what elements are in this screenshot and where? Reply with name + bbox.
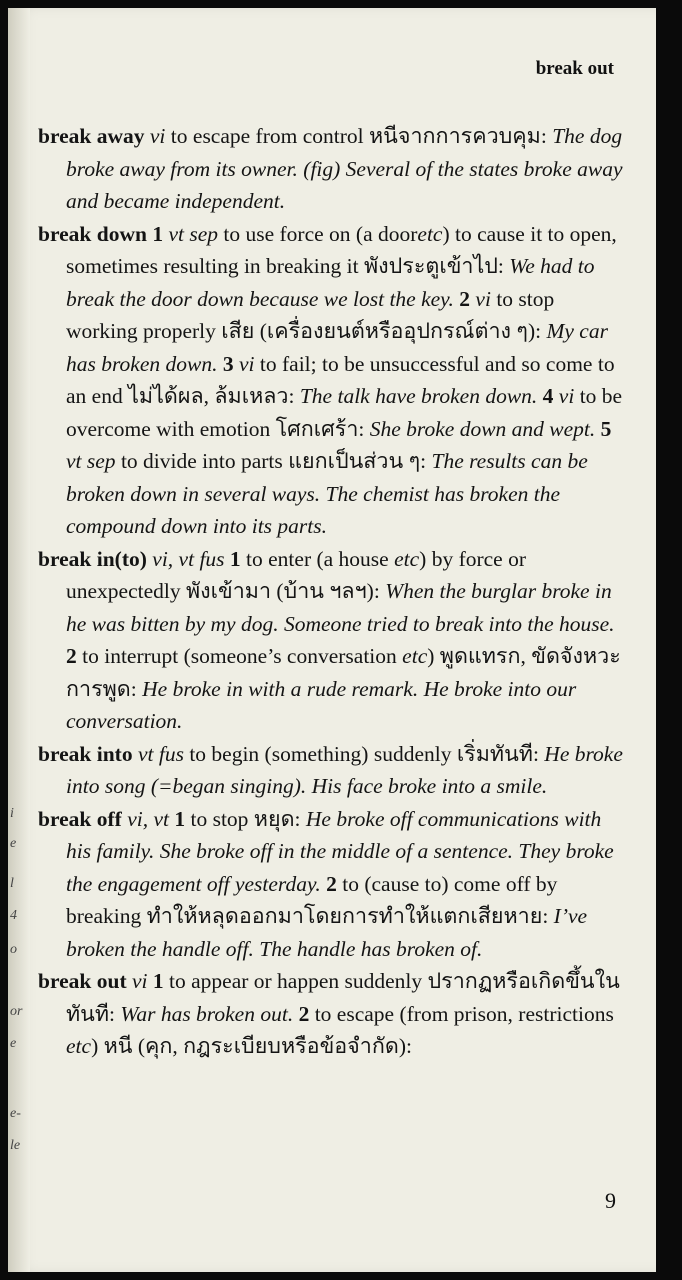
part-of-speech: vt sep	[168, 221, 218, 246]
sense-number: 2	[298, 1001, 310, 1026]
example: The dog broke away from its owner. (fig) Several of the states broke away and became independent.	[66, 124, 623, 213]
edge-mark: o	[10, 942, 17, 957]
edge-mark: le	[10, 1138, 21, 1153]
example: He broke in with a rude remark. He broke into our conversation.	[66, 676, 577, 733]
example: The talk have broken down.	[299, 384, 538, 408]
example: War has broken out.	[120, 1001, 294, 1026]
entry-break-off	[38, 803, 628, 966]
example: She broke down and wept.	[369, 416, 596, 441]
definition: to (cause to) come off by breaking ทำให้หลุดออกมาโดยการทำให้แตกเสียหาย:	[66, 871, 558, 928]
edge-mark: i	[10, 806, 14, 821]
part-of-speech: vi	[131, 969, 148, 993]
sense-number: 5	[600, 416, 612, 441]
definition: to enter (a house	[246, 546, 389, 571]
page-gutter-shadow	[8, 8, 30, 1272]
part-of-speech: vi	[558, 384, 575, 408]
headword: break into	[38, 741, 133, 766]
running-head: break out	[535, 58, 614, 79]
entry-break-down	[38, 218, 628, 543]
sense-number: 1	[152, 221, 164, 246]
headword: break out	[38, 969, 127, 993]
sense-number: 3	[222, 351, 234, 376]
headword: break away	[38, 124, 145, 148]
definition: to escape from control หนีจากการควบคุม:	[170, 124, 547, 148]
definition: to divide into parts แยกเป็นส่วน ๆ:	[120, 449, 427, 473]
part-of-speech: vi	[149, 124, 166, 148]
page-number: 9	[605, 1188, 616, 1213]
example: I’ve broken the handle off. The handle has broken of.	[66, 904, 588, 961]
sense-number: 1	[174, 806, 186, 831]
example: He broke into song (=began singing). His face broke into a smile.	[66, 741, 623, 798]
edge-mark: 4	[10, 908, 17, 923]
definition: to be overcome with emotion โศกเศร้า:	[66, 384, 623, 441]
edge-mark: e	[10, 836, 17, 851]
dictionary-page	[8, 8, 656, 1272]
etc-abbrev: etc	[417, 221, 443, 246]
sense-number: 4	[542, 384, 554, 408]
definition: to interrupt (someone’s conversation	[82, 644, 397, 668]
entry-list	[38, 120, 628, 1063]
example: When the burglar broke in he was bitten by my dog. Someone tried to break into the house.	[66, 579, 615, 636]
part-of-speech: vt fus	[137, 741, 184, 766]
part-of-speech: vi	[475, 286, 491, 311]
etc-abbrev: etc	[402, 644, 428, 668]
edge-mark: e-	[10, 1106, 21, 1121]
edge-mark: or	[10, 1004, 23, 1019]
part-of-speech: vi, vt fus	[152, 546, 225, 571]
sense-number: 2	[66, 644, 77, 668]
sense-number: 2	[326, 871, 337, 896]
example: We had to break the door down because we lost the key.	[66, 254, 595, 311]
entry-break-out	[38, 965, 628, 1063]
headword: break down	[38, 221, 147, 246]
example: My car has broken down.	[66, 319, 608, 376]
definition: ) to cause it to open, sometimes resulting in breaking it พังประตูเข้าไป:	[66, 221, 617, 278]
definition: to begin (something) suddenly เริ่มทันที:	[189, 741, 539, 766]
part-of-speech: vi	[239, 351, 255, 376]
sense-number: 1	[152, 969, 164, 993]
part-of-speech: vt sep	[66, 449, 116, 473]
part-of-speech: vi, vt	[127, 806, 169, 831]
entry-break-into	[38, 738, 628, 803]
example: He broke off communications with his family. She broke off in the middle of a sentence. They broke the engagement off yesterday.	[66, 806, 614, 896]
definition: to stop หยุด:	[190, 806, 301, 831]
definition: ) พูดแทรก, ขัดจังหวะการพูด:	[66, 644, 621, 701]
definition: to appear or happen suddenly ปรากฏหรือเกิดขึ้นในทันที:	[66, 969, 620, 1026]
edge-mark: e	[10, 1036, 17, 1051]
entry-break-in	[38, 543, 628, 738]
definition: ) by force or unexpectedly พังเข้ามา (บ้าน ฯลฯ):	[66, 546, 527, 603]
sense-number: 2	[459, 286, 471, 311]
entry-break-away	[38, 120, 628, 218]
definition: to fail; to be unsuccessful and so come to an end ไม่ได้ผล, ล้มเหลว:	[66, 351, 615, 408]
definition: to escape (from prison, restrictions	[314, 1001, 614, 1026]
definition: to stop working properly เสีย (เครื่องยนต์หรืออุปกรณ์ต่าง ๆ):	[66, 286, 555, 343]
headword: break off	[38, 806, 122, 831]
edge-mark: l	[10, 876, 14, 891]
definition: ) หนี (คุก, กฎระเบียบหรือข้อจำกัด):	[91, 1034, 412, 1058]
definition: to use force on (a door	[223, 221, 418, 246]
etc-abbrev: etc	[66, 1034, 92, 1058]
sense-number: 1	[229, 546, 241, 571]
headword: break in(to)	[38, 546, 147, 571]
etc-abbrev: etc	[394, 546, 420, 571]
example: The results can be broken down in several ways. The chemist has broken the compound down into its parts.	[66, 449, 588, 538]
